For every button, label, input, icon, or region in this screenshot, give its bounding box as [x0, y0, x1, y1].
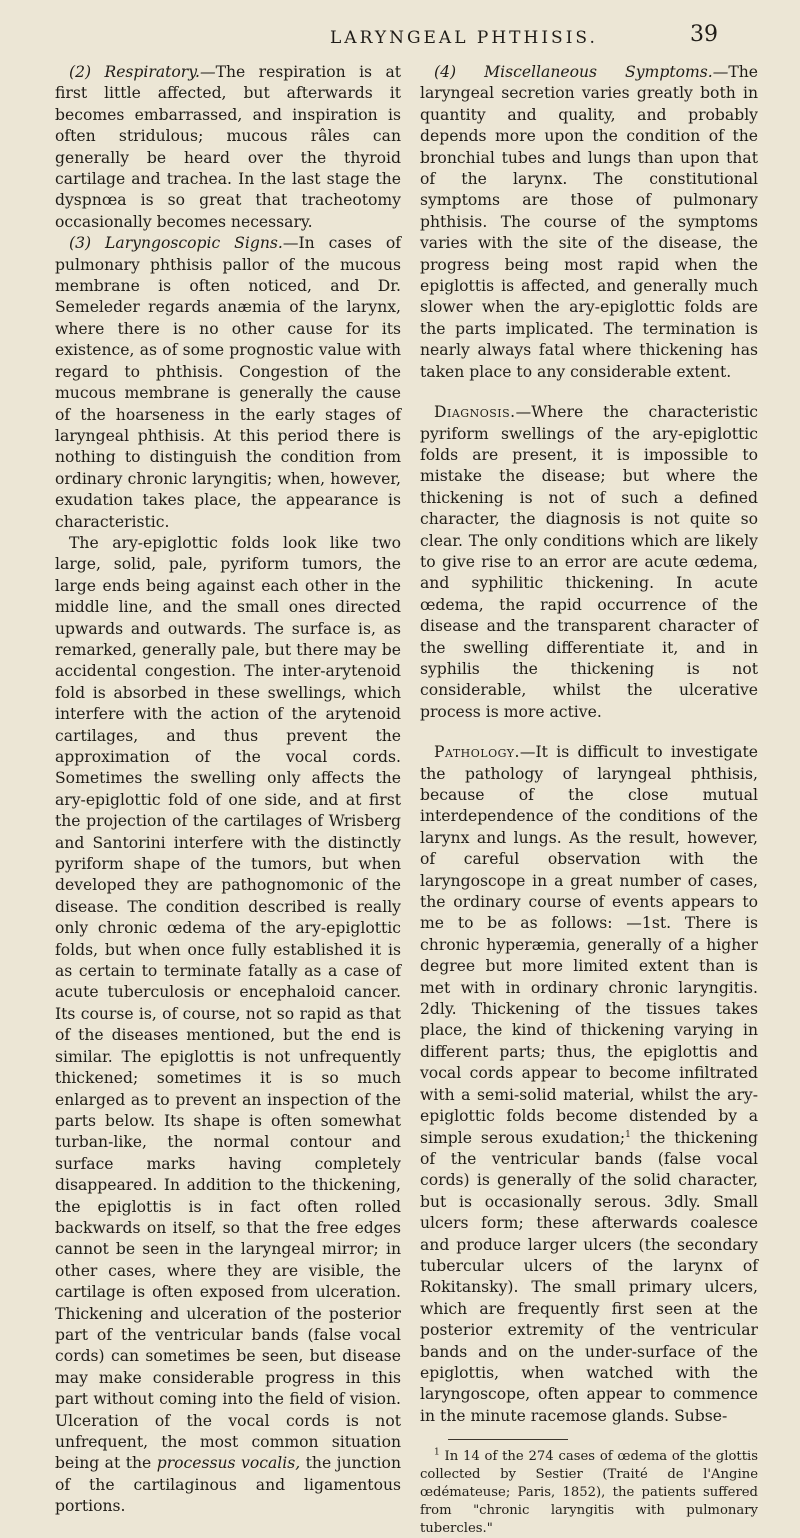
running-head	[0, 22, 800, 52]
footnote-text: In 14 of the 274 cases of œdema of the glottis collected by Sestier (Traité de l'Angine œdémateuse; Paris, 1852), the patients suffered from "chronic laryngitis with pulmonary tubercles."	[420, 1449, 758, 1537]
right-column	[420, 62, 758, 1538]
footnote-mark: 1	[434, 1447, 440, 1458]
miscellaneous-text: The laryngeal secretion varies greatly both in quantity and quality, and probably depends more upon the condition of the bronchial tubes and lungs than upon that of the larynx. The constitutional symptoms are those of pulmonary phthisis. The course of the symptoms varies with the site of the disease, the progress being most rapid when the epiglottis is affected, and generally much slower when the ary-epiglottic folds are the parts implicated. The termination is nearly always fatal where thickening has taken place to any considerable extent.	[420, 63, 758, 381]
miscellaneous-heading: (4) Miscellaneous Symptoms.—	[434, 63, 729, 81]
ary-epiglottic-text: The ary-epiglottic folds look like two large, solid, pale, pyriform tumors, the large ends being against each other in the middle line, and the small ones directed upwards and outwards. The surface is, as remarked, generally pale, but there may be accidental congestion. The inter-arytenoid fold is absorbed in these swellings, which interfere with the action of the arytenoid cartilages, and thus prevent the approximation of the vocal cords. Sometimes the swelling only affects the ary-epiglottic fold of one side, and at first the projection of the cartilages of Wrisberg and Santorini interfere with the distinctly pyriform shape of the tumors, but when developed they are pathognomonic of the disease. The condition described is really only chronic œdema of the ary-epiglottic folds, but when once fully established it is as certain to terminate fatally as a case of acute tuberculosis or encephaloid cancer. Its course is, of course, not so rapid as that of the diseases mentioned, but the end is similar. The epiglottis is not unfrequently thickened; sometimes it is so much enlarged as to prevent an inspection of the parts below. Its shape is often somewhat turban-like, the normal contour and surface marks having completely disappeared. In addition to the thickening, the epiglottis is in fact often rolled backwards on itself, so that the free edges cannot be seen in the laryngeal mirror; in other cases, where they are visible, the cartilage is often exposed from ulceration. Thickening and ulceration of the posterior part of the ventricular bands (false vocal cords) can sometimes be seen, but disease may make considerable progress in this part without coming into the field of vision. Ulceration of the vocal cords is not unfrequent, the most common situation being at the	[55, 533, 401, 1473]
diagnosis-paragraph	[420, 402, 758, 723]
respiratory-heading: (2) Respiratory.—	[69, 63, 216, 81]
respiratory-text: The respiration is at first little affected, but afterwards it becomes embarrassed, and inspiration is often stridulous; mucous râles can generally be heard over the thyroid cartilage and trachea. In the last stage the dyspnœa is so great that tracheotomy occasionally becomes necessary.	[55, 63, 402, 231]
page-number: 39	[690, 22, 718, 47]
pathology-paragraph	[420, 742, 758, 1427]
miscellaneous-paragraph	[420, 62, 758, 383]
respiratory-paragraph	[55, 62, 401, 233]
pathology-text: —It is difficult to investigate the pathology of laryngeal phthisis, because of the close mutual interdependence of the conditions of the larynx and lungs. As the result, however, of careful observation with the laryngoscope in a great number of cases, the ordinary course of events appears to me to be as follows: —1st. There is chronic hyperæmia, generally of a higher degree but more limited extent than is met with in ordinary chronic laryngitis. 2dly. Thickening of the tissues takes place, the kind of thickening varying in different parts; thus, the epiglottis and vocal cords appear to become infiltrated with a semi-solid material, whilst the ary-epiglottic folds become distended by a simple serous exudation;	[420, 743, 758, 1147]
laryngoscopic-heading: (3) Laryngoscopic Signs.—	[69, 234, 299, 253]
footnote	[420, 1448, 758, 1538]
running-title: LARYNGEAL PHTHISIS.	[330, 28, 598, 48]
pathology-heading: Pathology.	[434, 743, 520, 762]
ary-epiglottic-tail: the junction of the cartilaginous and ligamentous portions.	[55, 1454, 401, 1516]
diagnosis-heading: Diagnosis.	[434, 403, 516, 422]
diagnosis-text: —Where the characteristic pyriform swellings of the ary-epiglottic folds are present, it is impossible to mistake the disease; but where the thickening is not of such a defined character, the diagnosis is not quite so clear. The only conditions which are likely to give rise to an error are acute œdema, and syphilitic thickening. In acute œdema, the rapid occurrence of the disease and the transparent character of the swelling differentiate it, and in syphilis the thickening is not considerable, whilst the ulcerative process is more active.	[420, 403, 758, 721]
laryngoscopic-text: In cases of pulmonary phthisis pallor of the mucous membrane is often noticed, and Dr. Semeleder regards anæmia of the larynx, where there is no other cause for its existence, as of some prognostic value with regard to phthisis. Congestion of the mucous membrane is generally the cause of the hoarseness in the early stages of laryngeal phthisis. At this period there is nothing to distinguish the condition from ordinary chronic laryngitis; when, however, exudation takes place, the appearance is characteristic.	[55, 234, 401, 531]
ary-epiglottic-paragraph	[55, 533, 401, 1518]
processus-vocalis-term: processus vocalis,	[156, 1454, 301, 1473]
footnote-divider	[448, 1439, 568, 1440]
footnote-reference: 1	[625, 1129, 631, 1140]
laryngoscopic-paragraph	[55, 233, 401, 533]
left-column	[55, 62, 401, 1518]
pathology-text-continued: the thickening of the ventricular bands (false vocal cords) is generally of the solid character, but is occasionally serous. 3dly. Small ulcers form; these afterwards coalesce and produce larger ulcers (the secondary tubercular ulcers of the larynx of Rokitansky). The small primary ulcers, which are frequently first seen at the posterior extremity of the ventricular bands and on the under-surface of the epiglottis, when watched with the laryngoscope, often appear to commence in the minute racemose glands. Subse-	[420, 1128, 758, 1425]
